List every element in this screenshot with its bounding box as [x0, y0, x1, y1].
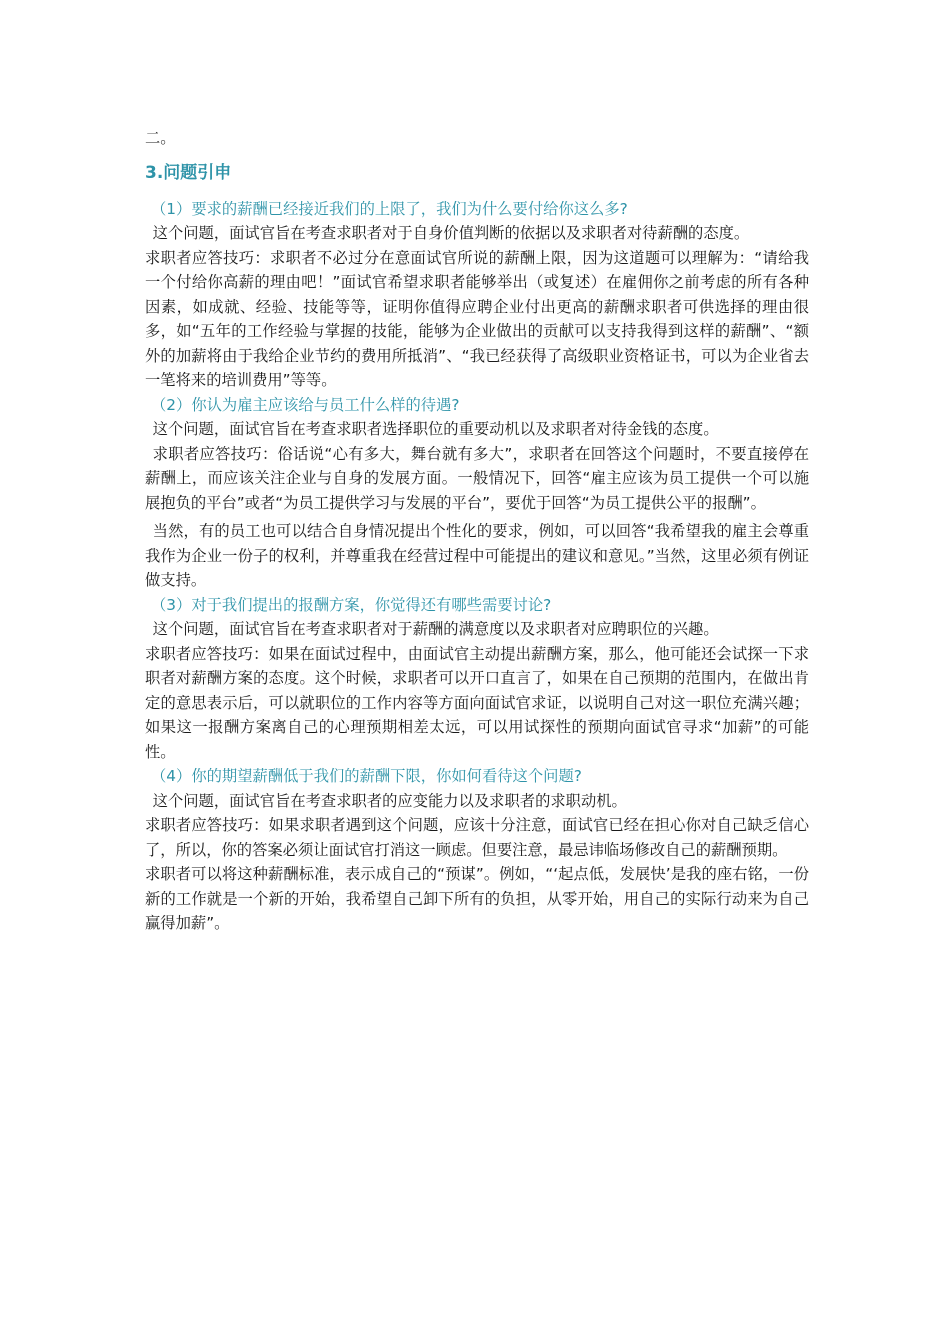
question-2-paragraph-1: 这个问题，面试官旨在考查求职者选择职位的重要动机以及求职者对待金钱的态度。 [152, 420, 719, 438]
document-body [145, 126, 809, 936]
question-title-3: （3）对于我们提出的报酬方案，你觉得还有哪些需要讨论? [151, 595, 552, 614]
question-section-2 [145, 393, 809, 593]
question-2-paragraph-3: 当然，有的员工也可以结合自身情况提出个性化的要求，例如，可以回答“我希望我的雇主会尊重我作为企业一份子的权利，并尊重我在经营过程中可能提出的建议和意见。”当然，这里必须有例证做支持。 [145, 522, 809, 589]
question-3-paragraph-1: 这个问题，面试官旨在考查求职者对于薪酬的满意度以及求职者对应聘职位的兴趣。 [152, 620, 719, 638]
intro-marker: 二。 [145, 129, 176, 147]
section-title: 3.问题引申 [145, 162, 232, 183]
question-title-1: （1）要求的薪酬已经接近我们的上限了，我们为什么要付给你这么多? [151, 199, 628, 218]
question-4-paragraph-2: 求职者应答技巧：如果求职者遇到这个问题，应该十分注意，面试官已经在担心你对自己缺乏信心了，所以，你的答案必须让面试官打消这一顾虑。但要注意，最忌讳临场修改自己的薪酬预期。 [145, 816, 809, 859]
question-2-paragraph-2: 求职者应答技巧：俗话说“心有多大，舞台就有多大”，求职者在回答这个问题时，不要直接停在薪酬上，而应该关注企业与自身的发展方面。一般情况下，回答“雇主应该为员工提供一个可以施展抱负的平台”或者“为员工提供学习与发展的平台”，要优于回答“为员工提供公平的报酬”。 [145, 444, 809, 512]
question-1-paragraph-1: 这个问题，面试官旨在考查求职者对于自身价值判断的依据以及求职者对待薪酬的态度。 [152, 224, 750, 242]
question-3-paragraph-2: 求职者应答技巧：如果在面试过程中，由面试官主动提出薪酬方案，那么，他可能还会试探一下求职者对薪酬方案的态度。这个时候，求职者可以开口直言了，如果在自己预期的范围内，在做出肯定的意思表示后，可以就职位的工作内容等方面向面试官求证，以说明自己对这一职位充满兴趣；如果这一报酬方案离自己的心理预期相差太远，可以用试探性的预期向面试官寻求“加薪”的可能性。 [145, 644, 809, 761]
question-1-paragraph-2: 求职者应答技巧：求职者不必过分在意面试官所说的薪酬上限，因为这道题可以理解为：“请给我一个付给你高薪的理由吧！”面试官希望求职者能够举出（或复述）在雇佣你之前考虑的所有各种因素，如成就、经验、技能等等，证明你值得应聘企业付出更高的薪酬求职者可供选择的理由很多，如“五年的工作经验与掌握的技能，能够为企业做出的贡献可以支持我得到这样的薪酬”、“额外的加薪将由于我给企业节约的费用所抵消”、“我已经获得了高级职业资格证书，可以为企业省去一笔将来的培训费用”等等。 [145, 248, 809, 389]
question-4-paragraph-1: 这个问题，面试官旨在考查求职者的应变能力以及求职者的求职动机。 [152, 791, 627, 810]
question-section-4 [145, 764, 809, 936]
question-section-1 [145, 197, 809, 393]
question-section-3 [145, 593, 809, 765]
question-4-paragraph-3: 求职者可以将这种薪酬标准，表示成自己的“预谋”。例如，“‘起点低，发展快’是我的座右铭，一份新的工作就是一个新的开始，我希望自己卸下所有的负担，从零开始，用自己的实际行动来为自己赢得加薪”。 [145, 865, 809, 932]
question-title-4: （4）你的期望薪酬低于我们的薪酬下限，你如何看待这个问题? [151, 767, 582, 785]
question-title-2: （2）你认为雇主应该给与员工什么样的待遇? [151, 395, 460, 414]
